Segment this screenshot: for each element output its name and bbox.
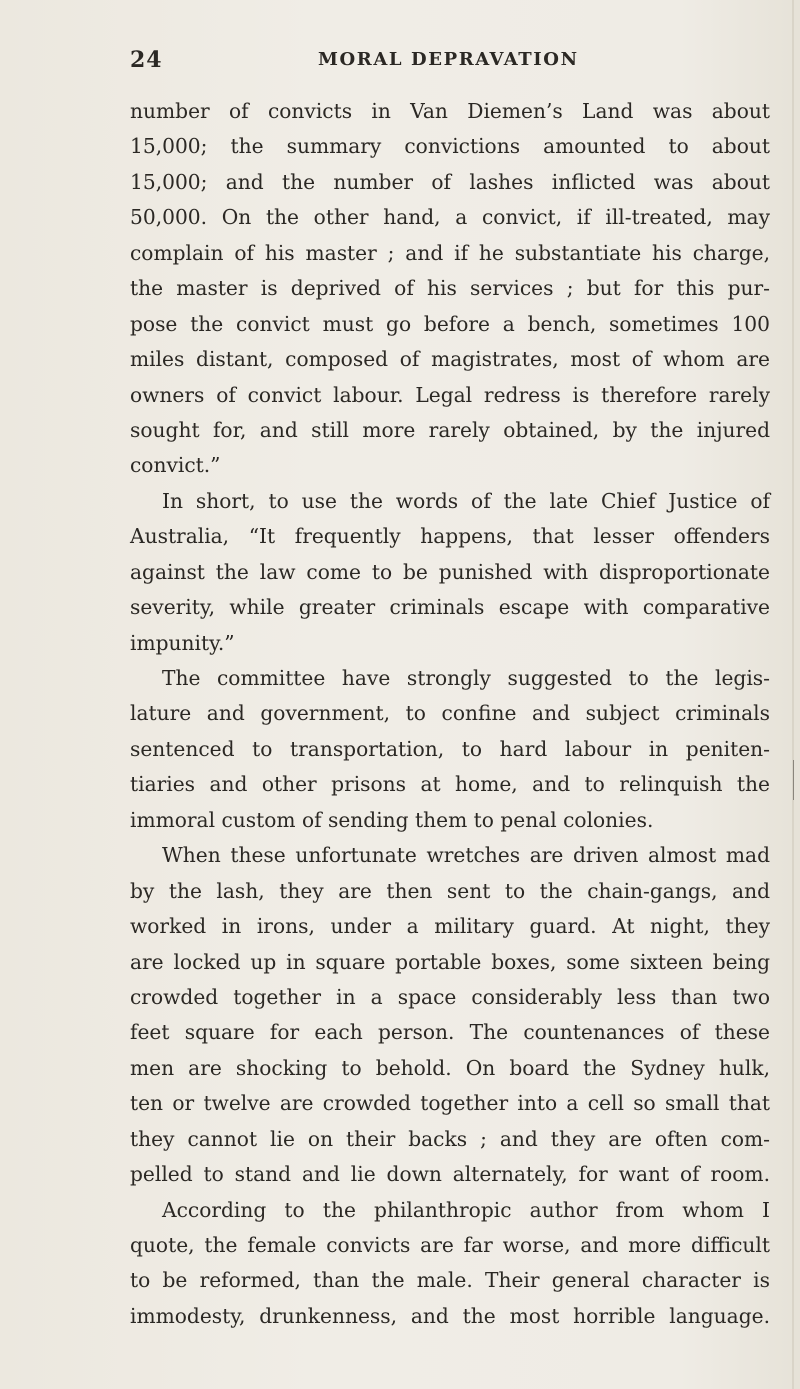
text-line: worked in irons, under a military guard. At night, they (130, 914, 770, 939)
text-line: men are shocking to behold. On board the Sydney hulk, (130, 1055, 770, 1080)
text-line: are locked up in square portable boxes, some sixteen being (130, 949, 770, 974)
text-line-paragraph-end: immoral custom of sending them to penal colonies. (130, 807, 654, 832)
paragraph-start: The committee have strongly suggested to the legis- (162, 666, 770, 690)
body-text (130, 94, 770, 1334)
text-line: against the law come to be punished with disproportionate (130, 559, 770, 584)
page-edge-shadow (792, 0, 794, 1389)
text-line: owners of convict labour. Legal redress is therefore rarely (130, 382, 770, 407)
margin-mark (793, 760, 794, 800)
paragraph-start: In short, to use the words of the late Chief Justice of (162, 488, 770, 513)
text-line: 15,000; the summary convictions amounted to about (130, 134, 770, 159)
text-line-paragraph-end: convict.” (130, 453, 221, 478)
text-line: immodesty, drunkenness, and the most horrible language. (130, 1303, 770, 1328)
text-line: sentenced to transportation, to hard labour in peniten- (130, 736, 770, 761)
paragraph-start: According to the philanthropic author from whom I (162, 1197, 770, 1222)
text-line: quote, the female convicts are far worse, and more difficult (130, 1233, 770, 1257)
text-line-paragraph-end: impunity.” (130, 630, 235, 655)
text-line: Australia, “It frequently happens, that lesser offenders (130, 524, 770, 549)
text-line: pelled to stand and lie down alternately, for want of room. (130, 1162, 770, 1187)
text-line: they cannot lie on their backs ; and they are often com- (130, 1126, 770, 1151)
text-line: by the lash, they are then sent to the chain-gangs, and (130, 878, 770, 903)
text-line: ten or twelve are crowded together into a cell so small that (130, 1091, 770, 1116)
text-line: 15,000; and the number of lashes inflicted was about (130, 169, 770, 194)
text-line: number of convicts in Van Diemen’s Land was about (130, 99, 770, 123)
text-line: the master is deprived of his services ; but for this pur- (130, 276, 770, 301)
paragraph-start: When these unfortunate wretches are driven almost mad (162, 843, 770, 868)
text-line: complain of his master ; and if he substantiate his charge, (130, 240, 770, 265)
text-line: to be reformed, than the male. Their general character is (130, 1268, 770, 1293)
text-line: miles distant, composed of magistrates, most of whom are (130, 347, 770, 372)
text-line: tiaries and other prisons at home, and to relinquish the (130, 772, 770, 797)
text-line: 50,000. On the other hand, a convict, if ill-treated, may (130, 205, 770, 230)
text-line: pose the convict must go before a bench, sometimes 100 (130, 311, 770, 336)
text-line: feet square for each person. The countenances of these (130, 1020, 770, 1045)
text-line: crowded together in a space considerably less than two (130, 984, 770, 1009)
text-line: sought for, and still more rarely obtained, by the injured (130, 417, 770, 442)
text-line: severity, while greater criminals escape with comparative (130, 595, 770, 620)
running-title: MORAL DEPRAVATION (318, 49, 579, 70)
page-header (0, 40, 800, 80)
page-number: 24 (130, 47, 163, 73)
text-line: lature and government, to confine and subject criminals (130, 701, 770, 726)
